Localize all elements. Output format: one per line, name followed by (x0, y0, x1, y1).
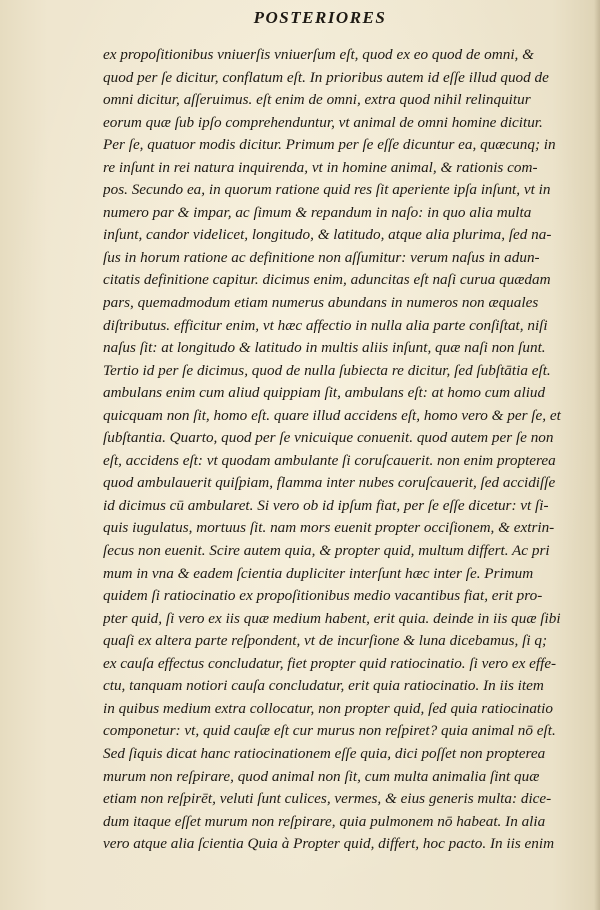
text-line: quod per ſe dicitur, conflatum eſt. In prioribus autem id eſſe illud quod de (103, 68, 549, 86)
text-line: quicquam non ſit, homo eſt. quare illud accidens eſt, homo vero & per ſe, et (103, 406, 561, 424)
text-line: ſecus non euenit. Scire autem quia, & propter quid, multum differt. Ac pri (103, 542, 550, 560)
text-line: ſubſtantia. Quarto, quod per ſe vnicuique conuenit. quod autem per ſe non (103, 429, 554, 447)
text-line: dum itaque eſſet murum non reſpirare, quia pulmonem nō habeat. In alia (103, 812, 546, 830)
text-line: eſt, accidens eſt: vt quodam ambulante ſi coruſcauerit. non enim propterea (103, 451, 556, 469)
text-line: re inſunt in rei natura inquirenda, vt in homine animal, & rationis com- (103, 158, 538, 176)
text-line: quod ambulauerit quiſpiam, flamma inter nubes coruſcauerit, ſed accidiſſe (103, 474, 556, 492)
text-line: ex propoſitionibus vniuerſis vniuerſum eſt, quod ex eo quod de omni, & (103, 46, 534, 63)
text-line: Sed ſiquis dicat hanc ratiocinationem eſſe quia, dici poſſet non propterea (103, 744, 546, 762)
text-line: numero par & impar, ac ſimum & repandum in naſo: in quo alia multa (103, 203, 532, 221)
text-line: id dicimus cū ambularet. Si vero ob id ipſum fiat, per ſe eſſe dicetur: vt ſi- (103, 496, 549, 514)
text-line: Per ſe, quatuor modis dicitur. Primum per ſe eſſe dicuntur ea, quæcunq; in (103, 136, 556, 154)
page-edge-shadow (594, 0, 600, 910)
text-line: in quibus medium extra collocatur, non propter quid, ſed quia ratiocinatio (103, 699, 553, 717)
text-line: ctu, tanquam notiori cauſa concludatur, erit quia ratiocinatio. In iis item (103, 677, 544, 695)
text-line: ex cauſa effectus concludatur, fiet propter quid ratiocinatio. ſi vero ex effe- (103, 654, 557, 672)
text-line: ambulans enim cum aliud quippiam ſit, ambulans eſt: at homo cum aliud (103, 384, 546, 402)
text-line: etiam non reſpirēt, veluti ſunt culices, vermes, & eius generis multa: dice- (103, 790, 552, 808)
text-line: vero atque alia ſcientia Quia à Propter quid, differt, hoc pacto. In iis enim (103, 835, 555, 853)
running-title: POSTERIORES (253, 8, 387, 27)
text-line: murum non reſpirare, quod animal non ſit, cum multa animalia ſint quæ (103, 767, 540, 785)
text-line: citatis definitione capitur. dicimus enim, aduncitas eſt naſi curua quædam (103, 271, 551, 289)
text-line: componetur: vt, quid cauſæ eſt cur murus non reſpiret? quia animal nō eſt. (103, 722, 556, 740)
text-line: pter quid, ſi vero ex iis quæ medium habent, erit quia. deinde in iis quæ ſibi (103, 609, 561, 627)
text-line: ſus in horum ratione ac definitione non aſſumitur: verum naſus in adun- (103, 248, 540, 266)
text-line: inſunt, candor videlicet, longitudo, & latitudo, atque alia plurima, ſed na- (103, 226, 552, 244)
body-text (103, 44, 581, 856)
text-line: pos. Secundo ea, in quorum ratione quid res ſit aperiente ipſa inſunt, vt in (103, 181, 551, 199)
text-line: mum in vna & eadem ſcientia dupliciter interſunt hæc inter ſe. Primum (103, 564, 534, 582)
text-line: eorum quæ ſub ipſo comprehenduntur, vt animal de omni homine dicitur. (103, 113, 543, 131)
text-line: quaſi ex altera parte reſpondent, vt de incurſione & luna dicebamus, ſi q; (103, 632, 548, 650)
text-line: Tertio id per ſe dicimus, quod de nulla ſubiecta re dicitur, ſed ſubſtātia eſt. (103, 361, 551, 379)
text-line: naſus ſit: at longitudo & latitudo in multis aliis inſunt, quæ naſi non ſunt. (103, 339, 546, 357)
text-line: quidem ſi ratiocinatio ex propoſitionibus medio vacantibus fiat, erit pro- (103, 587, 543, 605)
text-line: quis iugulatus, mortuus ſit. nam mors euenit propter occiſionem, & extrin- (103, 519, 555, 537)
text-line: omni dicitur, aſſeruimus. eſt enim de omni, extra quod nihil relinquitur (103, 91, 531, 109)
running-header (0, 8, 600, 28)
text-line: diſtributus. efficitur enim, vt hæc affectio in nulla alia parte conſiſtat, niſi (103, 316, 548, 334)
text-line: pars, quemadmodum etiam numerus abundans in numeros non æquales (103, 294, 539, 312)
